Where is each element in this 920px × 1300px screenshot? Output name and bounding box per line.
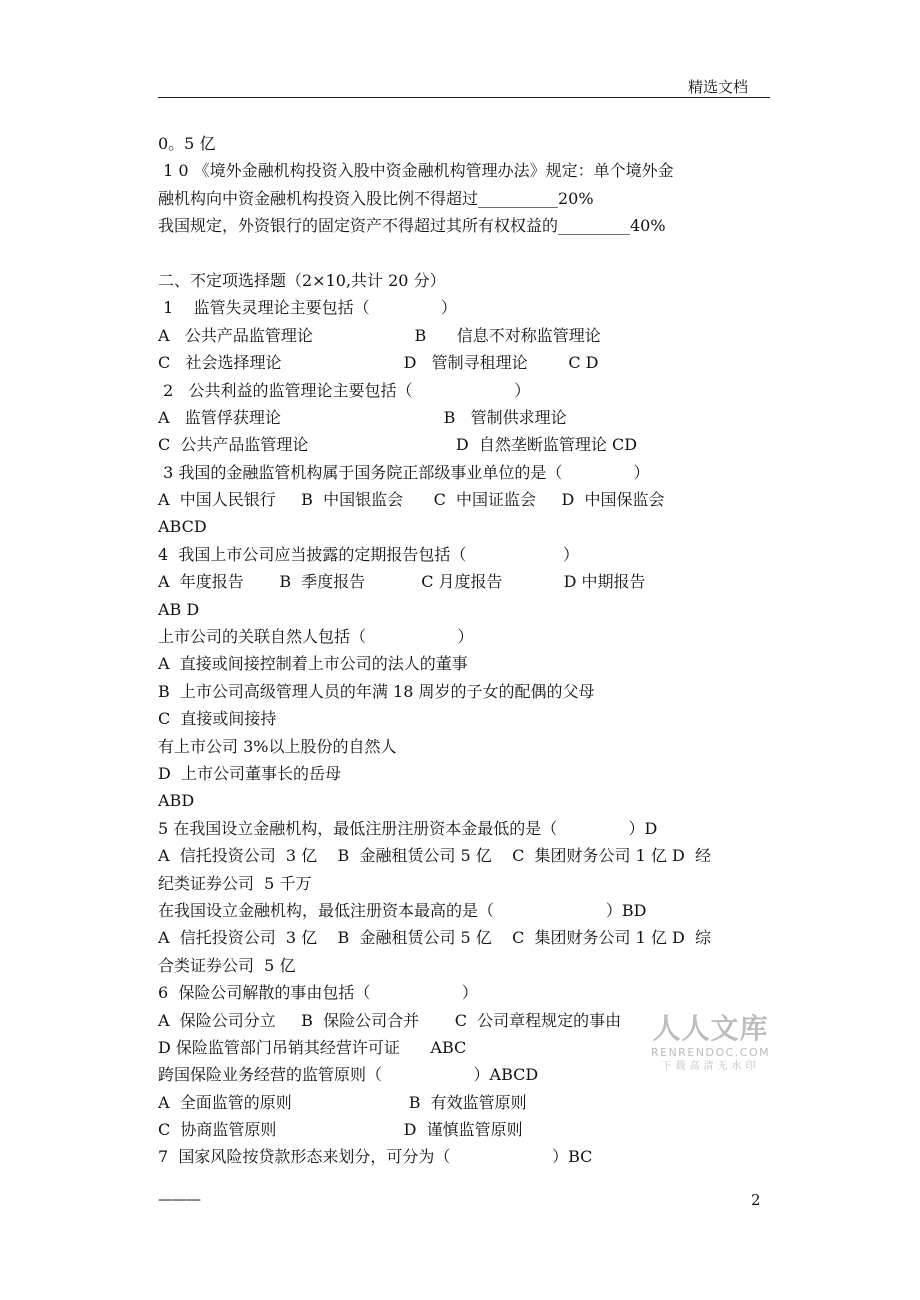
text-line: 0。5 亿 — [158, 134, 216, 153]
option-line: C 直接或间接持 — [158, 709, 277, 729]
question-line: 跨国保险业务经营的监管原则（ ）ABCD — [158, 1065, 539, 1085]
option-line: A 信托投资公司 3 亿 B 金融租赁公司 5 亿 C 集团财务公司 1 亿 D 综 — [158, 928, 711, 948]
text-line: 融机构向中资金融机构投资入股比例不得超过__________20% — [158, 188, 594, 208]
question-line: 2 公共利益的监管理论主要包括（ ） — [158, 380, 531, 400]
text-line: 1 0 《境外金融机构投资入股中资金融机构管理办法》规定：单个境外金 — [158, 161, 674, 181]
option-line: D 上市公司董事长的岳母 — [158, 763, 342, 783]
question-line: 在我国设立金融机构，最低注册资本最高的是（ ）BD — [158, 900, 647, 920]
question-line: 1 监管失灵理论主要包括（ ） — [158, 298, 457, 318]
option-line: B 上市公司高级管理人员的年满 18 周岁的子女的配偶的父母 — [158, 681, 595, 701]
option-line: A 公共产品监管理论 B 信息不对称监管理论 — [158, 325, 601, 345]
watermark-brand: 人人文库 — [652, 1012, 769, 1045]
option-line: A 信托投资公司 3 亿 B 金融租赁公司 5 亿 C 集团财务公司 1 亿 D 经 — [158, 846, 711, 866]
option-line: C 协商监管原则 D 谨慎监管原则 — [158, 1120, 523, 1140]
option-line: A 中国人民银行 B 中国银监会 C 中国证监会 D 中国保监会 — [158, 490, 665, 510]
option-line: A 直接或间接控制着上市公司的法人的董事 — [158, 654, 468, 674]
text-line: 我国规定，外资银行的固定资产不得超过其所有权权益的_________40% — [158, 216, 666, 236]
section-heading: 二、不定项选择题（2×10,共计 20 分） — [158, 270, 446, 290]
question-line: 5 在我国设立金融机构，最低注册注册资本金最低的是（ ）D — [158, 818, 658, 838]
option-line: A 监管俘获理论 B 管制供求理论 — [158, 407, 567, 427]
option-line: A 年度报告 B 季度报告 C 月度报告 D 中期报告 — [158, 572, 646, 592]
option-line: D 保险监管部门吊销其经营许可证 ABC — [158, 1037, 467, 1057]
answer-line: AB D — [158, 599, 200, 619]
option-line: 有上市公司 3%以上股份的自然人 — [158, 736, 397, 756]
watermark-logo — [648, 1012, 773, 1075]
question-line: 3 我国的金融监管机构属于国务院正部级事业单位的是（ ） — [158, 462, 650, 482]
option-line: C 社会选择理论 D 管制寻租理论 C D — [158, 353, 599, 373]
question-line: 4 我国上市公司应当披露的定期报告包括（ ） — [158, 544, 579, 564]
option-line: 合类证券公司 5 亿 — [158, 955, 296, 975]
question-line: 上市公司的关联自然人包括（ ） — [158, 627, 474, 647]
footer-dash: ——— — [158, 1190, 200, 1208]
watermark-domain: RENRENDOC.COM — [650, 1046, 771, 1059]
blank-line — [158, 240, 778, 267]
header-rule — [158, 97, 770, 98]
answer-line: ABD — [158, 791, 195, 811]
option-line: C 公共产品监管理论 D 自然垄断监管理论 CD — [158, 435, 638, 455]
page-number: 2 — [751, 1191, 761, 1209]
option-line: A 保险公司分立 B 保险公司合并 C 公司章程规定的事由 — [158, 1010, 622, 1030]
question-line: 7 国家风险按贷款形态来划分，可分为（ ）BC — [158, 1147, 593, 1167]
header-label: 精选文档 — [688, 78, 749, 96]
option-line: A 全面监管的原则 B 有效监管原则 — [158, 1092, 527, 1112]
watermark-slogan: 下载高清无水印 — [661, 1061, 760, 1072]
option-line: 纪类证券公司 5 千万 — [158, 873, 312, 893]
answer-line: ABCD — [158, 517, 207, 537]
question-line: 6 保险公司解散的事由包括（ ） — [158, 983, 478, 1003]
